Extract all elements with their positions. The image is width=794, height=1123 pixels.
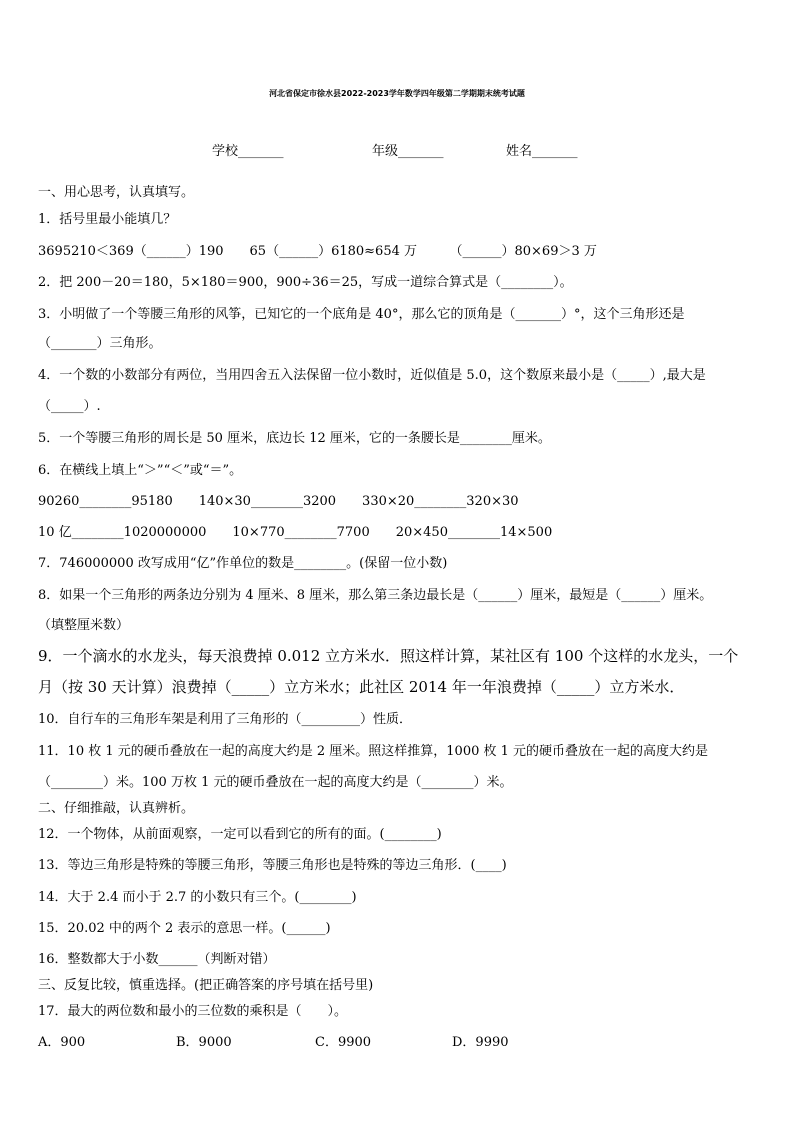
question-10: 10．自行车的三角形车架是利用了三角形的（_________）性质． [38,712,413,727]
question-6-row-1: 90260________95180 140×30________3200 330×20________320×30 [38,494,519,509]
school-field: 学校_______ [212,144,284,159]
question-12: 12．一个物体，从前面观察，一定可以看到它的所有的面。(________) [38,827,442,842]
option-c: C．9900 [315,1035,372,1050]
question-8-cont: （填整厘米数） [38,618,130,633]
question-1: 1．括号里最小能填几？ [38,212,177,227]
section-2-heading: 二、仔细推敲，认真辨析。 [38,801,195,816]
question-6-row-2: 10 亿________1020000000 10×770________7700 20×450________14×500 [38,525,553,540]
option-b: B．9000 [176,1035,232,1050]
question-13: 13．等边三角形是特殊的等腰三角形，等腰三角形也是特殊的等边三角形．(____) [38,858,507,873]
question-14: 14．大于 2.4 而小于 2.7 的小数只有三个。(________) [38,890,357,905]
question-2: 2．把 200－20＝180，5×180＝900，900÷36＝25，写成一道综合算式是（________）。 [38,275,573,290]
question-9: 9．一个滴水的水龙头，每天浪费掉 0.012 立方米水．照这样计算，某社区有 100 个这样的水龙头，一个 [38,647,739,665]
option-a: A．900 [38,1035,86,1050]
question-5: 5．一个等腰三角形的周长是 50 厘米，底边长 12 厘米，它的一条腰长是________厘米。 [38,431,551,446]
name-field: 姓名_______ [506,144,578,159]
question-1-items: 3695210＜369（______）190 65（______）6180≈654 万 （______）80×69＞3 万 [38,244,597,259]
section-3-heading: 三、反复比较，慎重选择。(把正确答案的序号填在括号里) [38,978,374,993]
section-1-heading: 一、用心思考，认真填写。 [38,185,195,200]
question-16: 16．整数都大于小数______（判断对错） [38,952,276,967]
question-7: 7．746000000 改写成用“亿”作单位的数是________。(保留一位小数) [38,556,448,571]
option-d: D．9990 [452,1035,509,1050]
question-3-cont: （_______）三角形。 [38,336,162,351]
question-11: 11．10 枚 1 元的硬币叠放在一起的高度大约是 2 厘米。照这样推算，1000 枚 1 元的硬币叠放在一起的高度大约是 [38,744,709,759]
question-15: 15．20.02 中的两个 2 表示的意思一样。(______) [38,921,331,936]
question-9-cont: 月（按 30 天计算）浪费掉（_____）立方米水；此社区 2014 年一年浪费掉（_____）立方米水． [38,678,685,696]
question-3: 3．小明做了一个等腰三角形的风筝，已知它的一个底角是 40°，那么它的顶角是（_______）°，这个三角形还是 [38,307,685,322]
question-6: 6．在横线上填上“＞”“＜”或“＝”。 [38,463,243,478]
grade-field: 年级_______ [372,144,444,159]
exam-title: 河北省保定市徐水县2022-2023学年数学四年级第二学期期末统考试题 [269,89,525,98]
question-4-cont: （_____）. [38,399,101,414]
question-17: 17．最大的两位数和最小的三位数的乘积是（ ）。 [38,1004,348,1019]
question-4: 4．一个数的小数部分有两位，当用四舍五入法保留一位小数时，近似值是 5.0，这个数原来最小是（_____）,最大是 [38,368,706,383]
question-11-cont: （________）米。100 万枚 1 元的硬币叠放在一起的高度大约是（________）米。 [38,775,513,790]
question-8: 8．如果一个三角形的两条边分别为 4 厘米、8 厘米，那么第三条边最长是（______）厘米，最短是（______）厘米。 [38,588,713,603]
